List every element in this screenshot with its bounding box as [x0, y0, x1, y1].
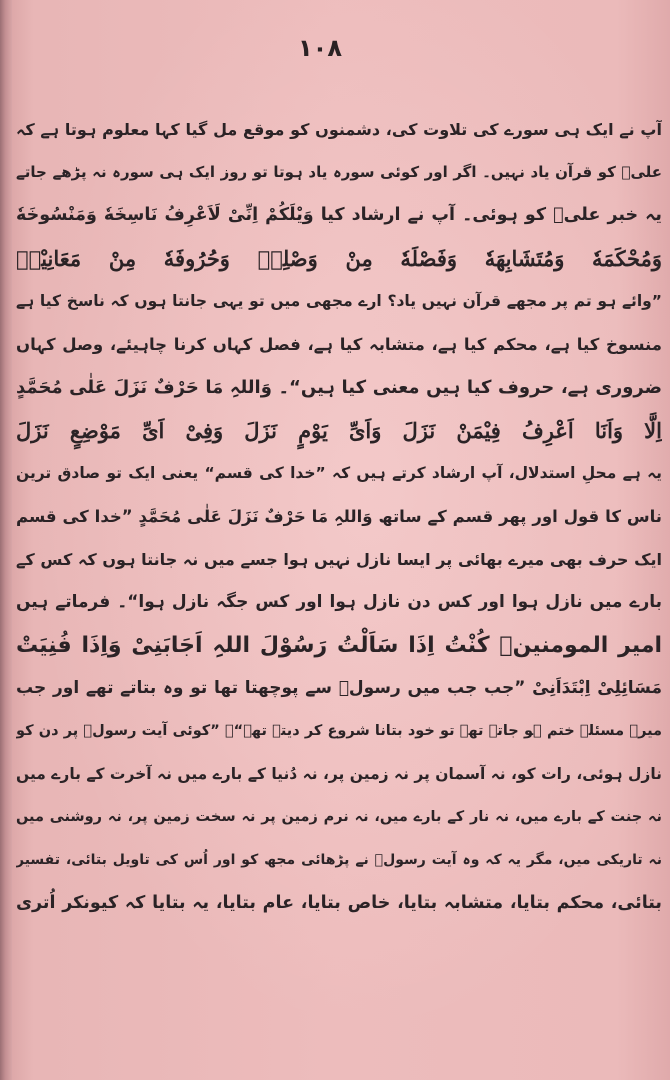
- text-line: مَسَائِلِیْ اِبْتَدَاَنِیْ ”جب جب میں رسولؐ سے پوچھتا تھا تو وہ بتاتے تھے اور جب: [16, 678, 662, 698]
- text-line-arabic: وَمُحْکَمَهٗ وَمُتَشَابِهَهٗ وَفَصْلَهٗ مِنْ وَصْلِهٖ وَحُرُوفَهٗ مِنْ مَعَانِیْهٖ: [16, 246, 662, 271]
- text-line: بتائی، محکم بتایا، متشابہ بتایا، خاص بتایا، عام بتایا، یہ بتایا کہ کیونکر اُتری: [16, 893, 662, 913]
- page-text-block: [16, 108, 662, 925]
- text-line: یہ خبر علیؑ کو ہوئی۔ آپ نے ارشاد کیا وَیْلَکُمْ اِنِّیْ لَاَعْرِفُ نَاسِخَهٗ وَمَنْسُوخَهٗ: [16, 205, 662, 225]
- text-line: منسوخ کیا ہے، محکم کیا ہے، متشابہ کیا ہے، فصل کہاں کرنا چاہیئے، وصل کہاں: [16, 335, 662, 354]
- text-line: نہ تاریکی میں، مگر یہ کہ وہ آیت رسولؐ نے پڑھائی مجھ کو اور اُس کی تاویل بتائی، تفسیر: [16, 852, 662, 868]
- text-line: ”وائے ہو تم پر مجھے قرآن نہیں یاد؟ ارے مجھی میں تو یہی جانتا ہوں کہ ناسخ کیا ہے: [16, 292, 662, 310]
- text-line: یہ ہے محلِ استدلال، آپ ارشاد کرتے ہیں کہ ”خدا کی قسم“ یعنی ایک تو صادق ترین: [16, 464, 662, 482]
- page-number: ۱۰۸: [298, 34, 342, 62]
- text-line: ایک حرف بھی میرے بھائی پر ایسا نازل نہیں ہوا جسے میں نہ جانتا ہوں کہ کس کے: [16, 550, 662, 569]
- text-line: امیر المومنینؑ کُنْتُ اِذَا سَاَلْتُ رَسُوْلَ اللہِ اَجَابَنِیْ وَاِذَا فُنِیَتْ: [16, 633, 662, 658]
- text-line: ناس کا قول اور پھر قسم کے ساتھ وَاللہِ مَا حَرْفٌ نَزَلَ عَلٰی مُحَمَّدٍ ”خدا کی قسم: [16, 507, 662, 526]
- text-line: نازل ہوئی، رات کو، نہ آسمان پر نہ زمین پر، نہ دُنیا کے بارے میں نہ آخرت کے بارے میں: [16, 765, 662, 783]
- text-line: نہ جنت کے بارے میں، نہ نار کے بارے میں، نہ نرم زمین پر نہ سخت زمین پر، نہ روشنی میں: [16, 809, 662, 825]
- page-spine-edge: [0, 0, 12, 1080]
- text-line: میرے مسئلے ختم ہو جاتے تھے تو خود بتانا شروع کر دیتے تھے“۔ ”کوئی آیت رسولؐ پر دن کو: [16, 723, 662, 739]
- text-line-arabic: اِلَّا وَاَنَا اَعْرِفُ فِیْمَنْ نَزَلَ وَاَیِّ یَوْمٍ نَزَلَ وَفِیْ اَیِّ مَوْضِعٍ نَزَلَ: [16, 418, 662, 443]
- text-line: آپ نے ایک ہی سورے کی تلاوت کی، دشمنوں کو موقع مل گیا کہا معلوم ہوتا ہے کہ: [16, 120, 662, 139]
- text-line: بارے میں نازل ہوا اور کس دن نازل ہوا اور کس جگہ نازل ہوا“۔ فرماتے ہیں: [16, 592, 662, 612]
- text-line: علیؑ کو قرآن یاد نہیں۔ اگر اور کوئی سورہ یاد ہوتا تو روز ایک ہی سورہ نہ پڑھے جاتے: [16, 163, 662, 181]
- text-line: ضروری ہے، حروف کیا ہیں معنی کیا ہیں“۔ وَاللہِ مَا حَرْفٌ نَزَلَ عَلٰی مُحَمَّدٍ: [16, 377, 662, 398]
